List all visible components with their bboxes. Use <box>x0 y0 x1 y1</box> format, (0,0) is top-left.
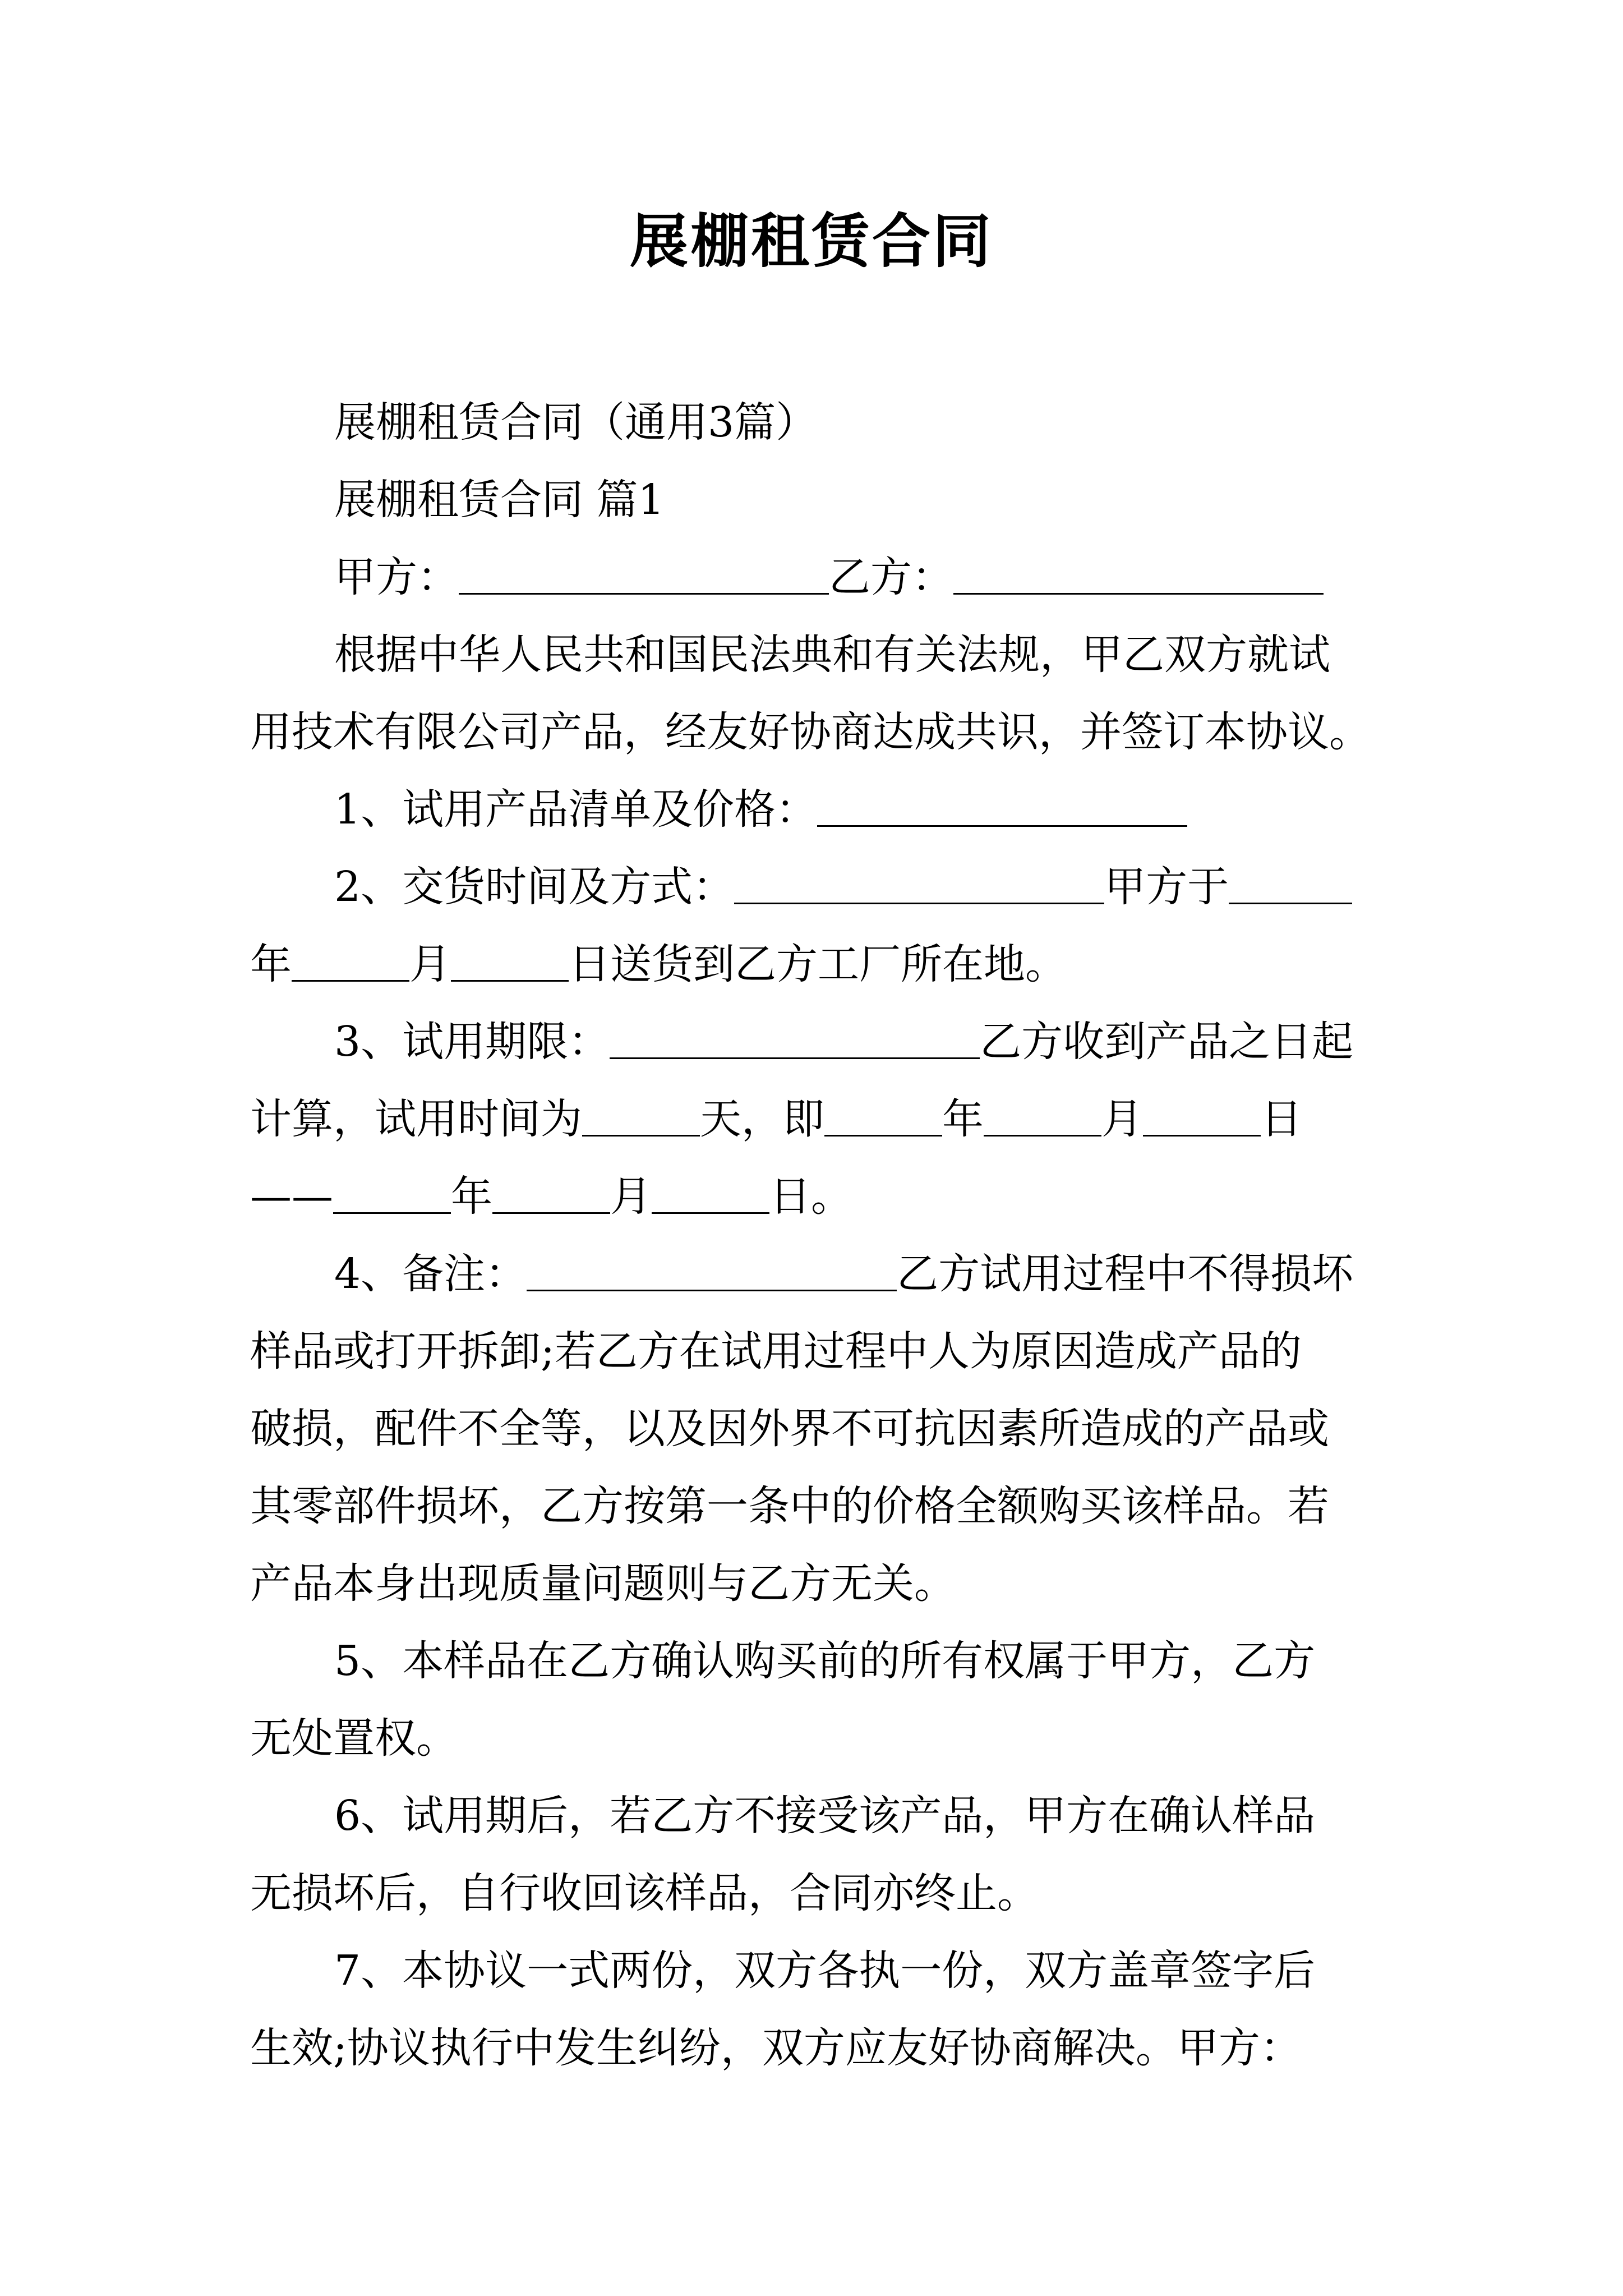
party-b-label: 乙方： <box>829 553 953 601</box>
clause-4-line-5: 产品本身出现质量问题则与乙方无关。 <box>250 1559 956 1608</box>
clause-4-lead: 4、备注： <box>334 1250 527 1298</box>
delivery-year-prefix-blank[interactable] <box>1229 862 1352 904</box>
clause-5-line-1: 5、本样品在乙方确认购买前的所有权属于甲方，乙方 <box>334 1637 1316 1685</box>
start-year-blank[interactable] <box>824 1094 942 1137</box>
intro-line-1: 根据中华人民共和国民法典和有关法规，甲乙双方就试 <box>334 631 1330 679</box>
product-list-blank[interactable] <box>817 785 1187 827</box>
day-label: 日 <box>1261 1095 1302 1143</box>
clause-4-line-2: 样品或打开拆卸;若乙方在试用过程中人为原因造成产品的 <box>250 1327 1302 1375</box>
clause-3-line-2 <box>250 1080 1394 1158</box>
clause-6-line-2: 无损坏后，自行收回该样品，合同亦终止。 <box>250 1869 1039 1917</box>
parties-line <box>250 539 1394 616</box>
clause-7-line-2: 生效;协议执行中发生纠纷，双方应友好协商解决。甲方： <box>250 2024 1302 2072</box>
clause-5-line-2: 无处置权。 <box>250 1714 458 1763</box>
clause-4-line-1 <box>250 1235 1394 1313</box>
end-month-blank[interactable] <box>492 1172 610 1214</box>
delivery-method-blank[interactable] <box>734 862 1104 904</box>
clause-3-lead: 3、试用期限： <box>334 1018 610 1066</box>
clause-6-line-1: 6、试用期后，若乙方不接受该产品，甲方在确认样品 <box>334 1792 1316 1840</box>
party-a-blank[interactable] <box>459 553 829 595</box>
remarks-blank[interactable] <box>527 1249 897 1291</box>
party-a-label: 甲方： <box>334 553 459 601</box>
trial-days-blank[interactable] <box>582 1094 700 1137</box>
clause-4-line-3: 破损，配件不全等，以及因外界不可抗因素所造成的产品或 <box>250 1405 1329 1453</box>
month-label: 月 <box>409 940 451 988</box>
clause-3-line-1 <box>250 1003 1394 1080</box>
clause-2-lead: 2、交货时间及方式： <box>334 863 735 911</box>
party-b-blank[interactable] <box>953 553 1324 595</box>
clause-7-line-1: 7、本协议一式两份，双方各执一份，双方盖章签字后 <box>334 1947 1316 1995</box>
dash-label: —— <box>250 1172 333 1221</box>
month-label: 月 <box>1101 1095 1143 1143</box>
document-title: 展棚租赁合同 <box>629 206 993 275</box>
clause-4-line-4: 其零部件损坏，乙方按第一条中的价格全额购买该样品。若 <box>250 1482 1329 1530</box>
clause-2-line-1 <box>250 848 1394 926</box>
clause-2-tail: 日送货到乙方工厂所在地。 <box>569 940 1067 988</box>
day-end-label: 日。 <box>769 1172 852 1221</box>
intro-line-2: 用技术有限公司产品，经友好协商达成共识，并签订本协议。 <box>250 708 1371 756</box>
year-label: 年 <box>451 1172 492 1221</box>
year-label: 年 <box>942 1095 984 1143</box>
month-label: 月 <box>610 1172 652 1221</box>
year-label: 年 <box>250 940 292 988</box>
clause-1-text: 1、试用产品清单及价格： <box>334 785 818 834</box>
clause-2-line-2 <box>250 926 1394 1003</box>
end-day-blank[interactable] <box>652 1172 769 1214</box>
delivery-day-blank[interactable] <box>451 940 569 982</box>
trial-period-blank[interactable] <box>610 1017 980 1059</box>
clause-3-line-3 <box>250 1158 1394 1235</box>
clause-4-after: 乙方试用过程中不得损坏 <box>897 1250 1354 1298</box>
clause-3-line-2-start: 计算，试用时间为 <box>250 1095 582 1143</box>
clause-1 <box>250 771 1394 848</box>
section-heading: 展棚租赁合同 篇1 <box>334 476 665 524</box>
start-day-blank[interactable] <box>1143 1094 1261 1137</box>
clause-2-after: 甲方于 <box>1104 863 1229 911</box>
document-body <box>250 384 1394 2087</box>
start-month-blank[interactable] <box>984 1094 1101 1137</box>
delivery-month-blank[interactable] <box>292 940 409 982</box>
days-label: 天，即 <box>700 1095 824 1143</box>
end-year-blank[interactable] <box>333 1172 451 1214</box>
subtitle: 展棚租赁合同（通用3篇） <box>334 398 818 447</box>
clause-3-after: 乙方收到产品之日起 <box>980 1018 1354 1066</box>
